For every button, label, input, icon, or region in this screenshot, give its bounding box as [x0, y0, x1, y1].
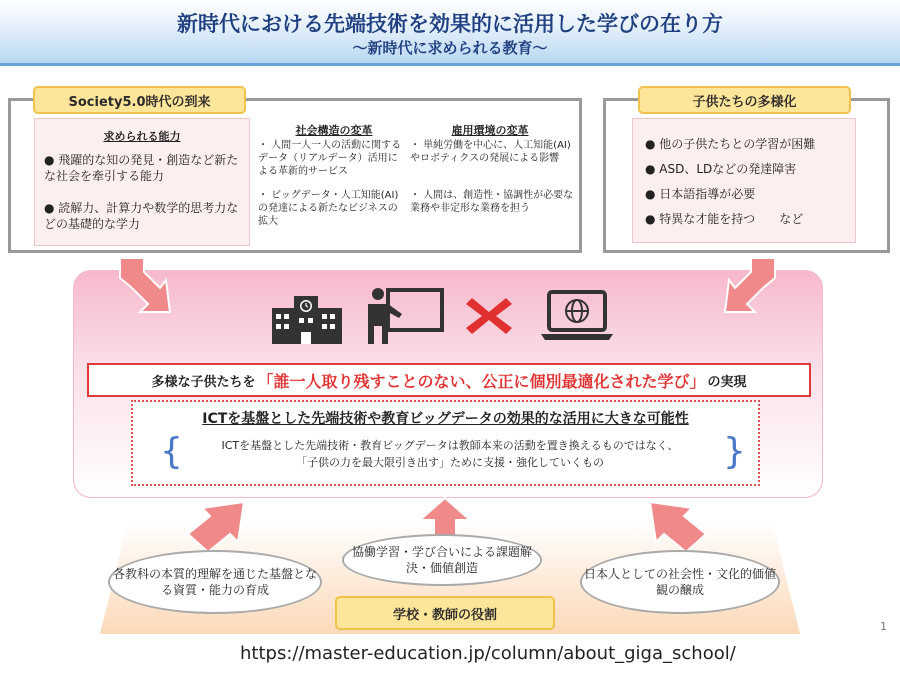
ict-line: ICTを基盤とした先端技術・教育ビッグデータは教師本来の活動を置き換えるものではなく、 [221, 439, 679, 452]
arrow-down-left-icon [715, 250, 795, 320]
social-title: 社会構造の変革 [295, 124, 373, 137]
page-subtitle: ～新時代に求められる教育～ [352, 39, 548, 57]
employment-item: ・ 人間は、創造性・協調性が必要な業務や非定形な業務を担う [410, 190, 574, 214]
diversity-item: ● 日本語指導が必要 [645, 187, 756, 201]
ict-line: 「子供の力を最大限引き出す」ために支援・強化していくもの [296, 456, 604, 469]
role-oval-collaboration: 協働学習・学び合いによる課題解決・価値創造 [342, 534, 542, 586]
diversity-tag: 子供たちの多様化 [638, 86, 851, 114]
arrow-down-right-icon [100, 250, 180, 320]
arrow-up-right-icon [182, 498, 258, 558]
realization-main: 「誰一人取り残すことのない、公正に個別最適化された学び」 [257, 371, 706, 391]
source-url[interactable]: https://master-education.jp/column/about_giga_school/ [240, 643, 736, 664]
realization-prefix: 多様な子供たちを [151, 374, 256, 390]
diversity-item: ● 特異な才能を持つ など [645, 212, 804, 226]
ability-title: 求められる能力 [103, 130, 181, 143]
arrow-up-icon [418, 496, 472, 538]
employment-title: 雇用環境の変革 [451, 124, 529, 137]
realization-suffix: の実現 [707, 374, 747, 390]
ability-item: ● 飛躍的な知の発見・創造など新たな社会を牽引する能力 [44, 153, 239, 183]
teacher-board-icon [362, 284, 446, 348]
realization-banner [87, 363, 811, 397]
social-item: ・ 人間一人一人の活動に関するデータ（リアルデータ）活用による革新的サービス [258, 140, 402, 177]
cross-icon [464, 294, 514, 338]
role-oval-culture: 日本人としての社会性・文化的価値観の醸成 [580, 550, 780, 614]
ict-title: ICTを基盤とした先端技術や教育ビッグデータの効果的な活用に大きな可能性 [202, 411, 689, 427]
bracket-left-icon: { [160, 431, 183, 472]
ability-item: ● 読解力、計算力や数学的思考力などの基礎的な学力 [44, 201, 239, 231]
school-building-icon [268, 290, 346, 346]
laptop-globe-icon [537, 288, 617, 344]
role-oval-understanding: 各教科の本質的理解を通じた基盤となる資質・能力の育成 [108, 550, 322, 614]
school-role-tag: 学校・教師の役割 [335, 596, 555, 630]
arrow-up-left-icon [636, 498, 712, 558]
diversity-item: ● ASD、LDなどの発達障害 [645, 162, 797, 176]
bracket-right-icon: } [723, 431, 746, 472]
employment-item: ・ 単純労働を中心に、人工知能(AI)やロボティクスの発展による影響 [410, 140, 571, 164]
page-number: 1 [880, 620, 887, 633]
society-tag: Society5.0時代の到来 [33, 86, 246, 114]
social-item: ・ ビッグデータ・人工知能(AI)の発達による新たなビジネスの拡大 [258, 190, 399, 227]
ict-body [180, 437, 720, 471]
diversity-item: ● 他の子供たちとの学習が困難 [645, 137, 816, 151]
page-title: 新時代における先端技術を効果的に活用した学びの在り方 [177, 12, 723, 36]
